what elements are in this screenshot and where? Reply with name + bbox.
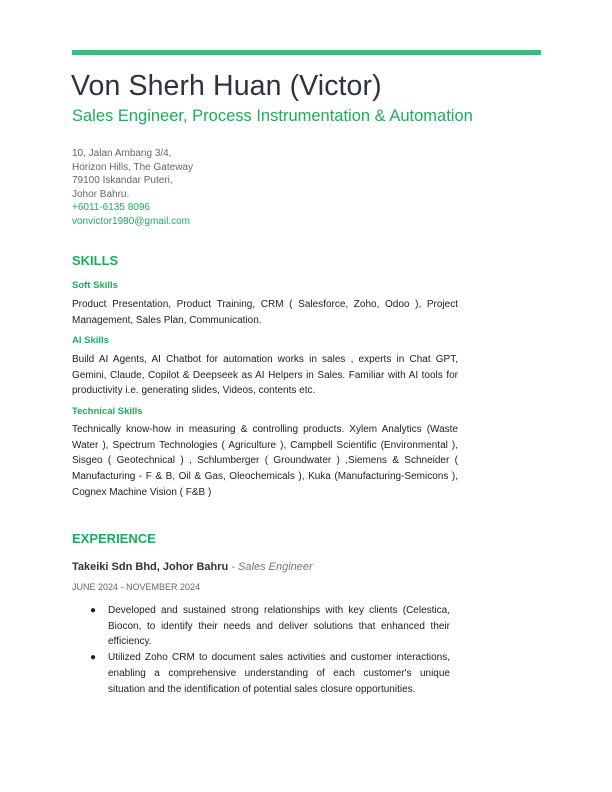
candidate-name: Von Sherh Huan (Victor) [71, 70, 382, 102]
address-line: 10, Jalan Ambang 3/4, [72, 148, 172, 159]
job-dates: JUNE 2024 - NOVEMBER 2024 [72, 582, 201, 592]
list-item [90, 603, 450, 650]
address-line: Johor Bahru. [72, 188, 130, 200]
top-accent-bar [72, 50, 541, 55]
address-line: Horizon Hills, The Gateway [72, 161, 193, 173]
address-line: 79100 Iskandar Puteri, [72, 175, 173, 187]
ai-skills-text: Build AI Agents, AI Chatbot for automation works in sales , experts in Chat GPT, Gemini, Claude, Copilot & Deepseek as AI Helpers in Sales. Familiar with AI tools for productivity i.e. generating slides, Videos, contents etc. [72, 354, 458, 397]
bullet-text: Developed and sustained strong relationships with key clients (Celestica, Biocon, to identify their needs and deliver solutions that enhanced their efficiency. [108, 605, 450, 648]
job-bullets [90, 603, 450, 697]
technical-skills-text: Technically know-how in measuring & controlling products. Xylem Analytics (Waste Water ), Spectrum Technologies ( Agriculture ), Campbell Scientific (Environmental ), Sisgeo ( Geotechnical ) , Schlumberger ( Groundwater ) ,Siemens & Schneider ( Manufacturing - F & B, Oil & Gas, Oleochemicals ), Kuka (Manufacturing-Semicons ), Cognex Machine Vision ( F&B ) [72, 424, 458, 498]
technical-skills-heading: Technical Skills [72, 406, 143, 417]
soft-skills-text: Product Presentation, Product Training, CRM ( Salesforce, Zoho, Odoo ), Project Management, Sales Plan, Communication. [72, 299, 458, 326]
bullet-icon: ● [90, 652, 97, 664]
phone-number: +6011-6135 8096 [72, 202, 150, 214]
skills-heading: SKILLS [72, 253, 119, 268]
experience-heading: EXPERIENCE [72, 531, 156, 546]
list-item [90, 650, 450, 697]
bullet-text: Utilized Zoho CRM to document sales activities and customer interactions, enabling a comprehensive understanding of each customer's unique situation and the identification of potential sales closure opportunities. [108, 652, 450, 695]
contact-block [72, 147, 193, 229]
soft-skills-heading: Soft Skills [72, 280, 118, 291]
ai-skills-heading: AI Skills [72, 335, 109, 346]
email-address: vonvictor1980@gmail.com [72, 215, 190, 227]
job-company: Takeiki Sdn Bhd, Johor Bahru [72, 561, 229, 573]
job-role: Sales Engineer [238, 561, 313, 573]
job-separator: - [228, 561, 239, 573]
candidate-title: Sales Engineer, Process Instrumentation & Automation [72, 107, 473, 125]
job-title-line [72, 561, 313, 573]
bullet-icon: ● [90, 605, 97, 616]
